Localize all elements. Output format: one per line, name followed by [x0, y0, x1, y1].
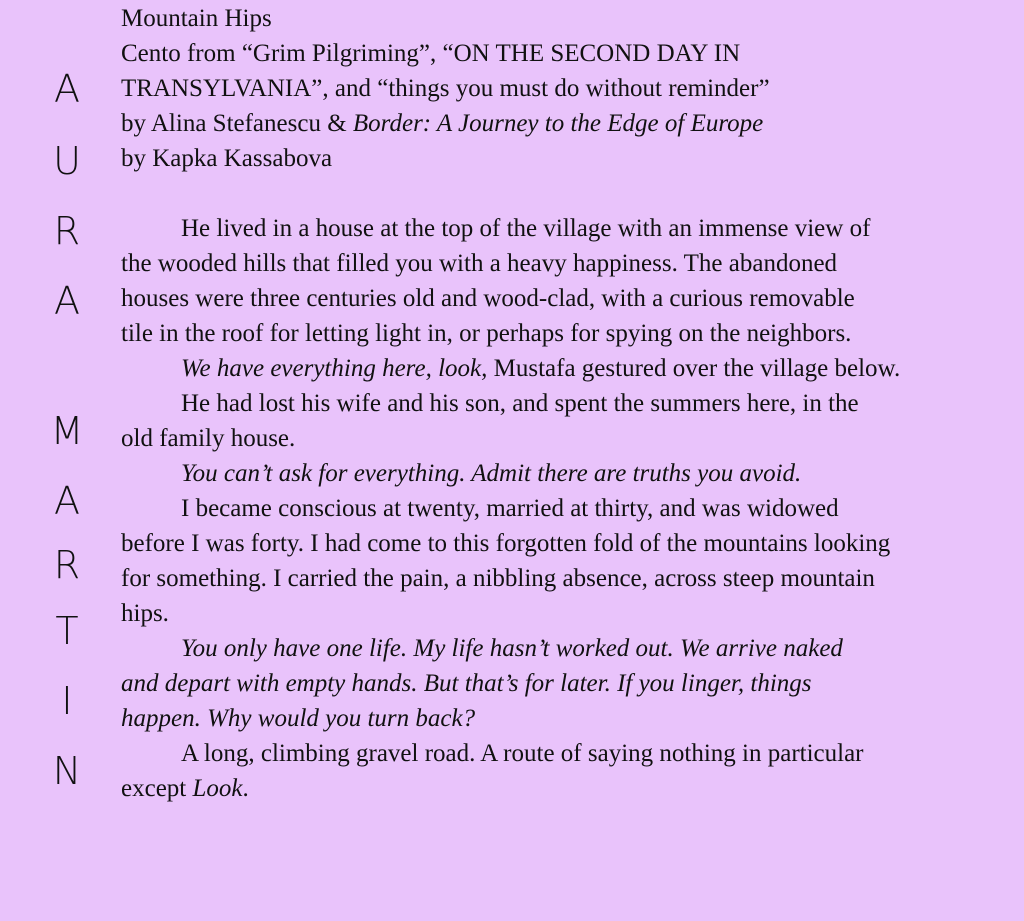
italic-word: Look [192, 775, 243, 802]
source-line: TRANSYLVANIA”, and “things you must do without reminder” [121, 75, 770, 102]
italic-quote: You only have one life. My life hasn’t worked out. We arrive naked and depart with empty hands. But that’s for later. If you linger, things happen. Why would you turn back? [121, 635, 843, 732]
book-title: Border: A Journey to the Edge of Europe [352, 110, 764, 137]
author-letter: T [55, 609, 79, 653]
author-letter: M [50, 409, 84, 453]
author-letter: U [53, 139, 81, 183]
source-line: by Alina Stefanescu & Border: A Journey to the Edge of Europe [121, 110, 764, 137]
italic-quote: We have everything here, look, [181, 355, 488, 382]
source-line: by Kapka Kassabova [121, 145, 333, 172]
author-letter: N [52, 749, 82, 793]
author-letter: A [54, 279, 80, 323]
author-letter: R [53, 543, 81, 587]
paragraph: We have everything here, look, Mustafa gestured over the village below. [181, 355, 901, 382]
author-letter: A [54, 479, 80, 523]
poem-text [121, 0, 1016, 806]
poem-header [121, 1, 1016, 176]
author-letter: R [53, 209, 81, 253]
paragraph: I became conscious at twenty, married at thirty, and was widowed before I was forty. I had come to this forgotten fold of the mountains looking for something. I carried the pain, a nibbling absence, across steep mountain hips. [121, 495, 891, 627]
paragraph: He lived in a house at the top of the village with an immense view of the wooded hills that filled you with a heavy happiness. The abandoned houses were three centuries old and wood-clad, with a curious removable tile in the roof for letting light in, or perhaps for spying on the neighbors. [121, 215, 871, 347]
source-line: Cento from “Grim Pilgriming”, “ON THE SECOND DAY IN [121, 40, 741, 67]
italic-quote: You can’t ask for everything. Admit there are truths you avoid. [181, 460, 802, 487]
paragraph: A long, climbing gravel road. A route of saying nothing in particular except Look. [121, 740, 864, 802]
author-letter: I [61, 679, 73, 723]
paragraph: He had lost his wife and his son, and spent the summers here, in the old family house. [121, 390, 859, 452]
author-letter: A [54, 67, 80, 111]
poem-title: Mountain Hips [121, 5, 272, 32]
